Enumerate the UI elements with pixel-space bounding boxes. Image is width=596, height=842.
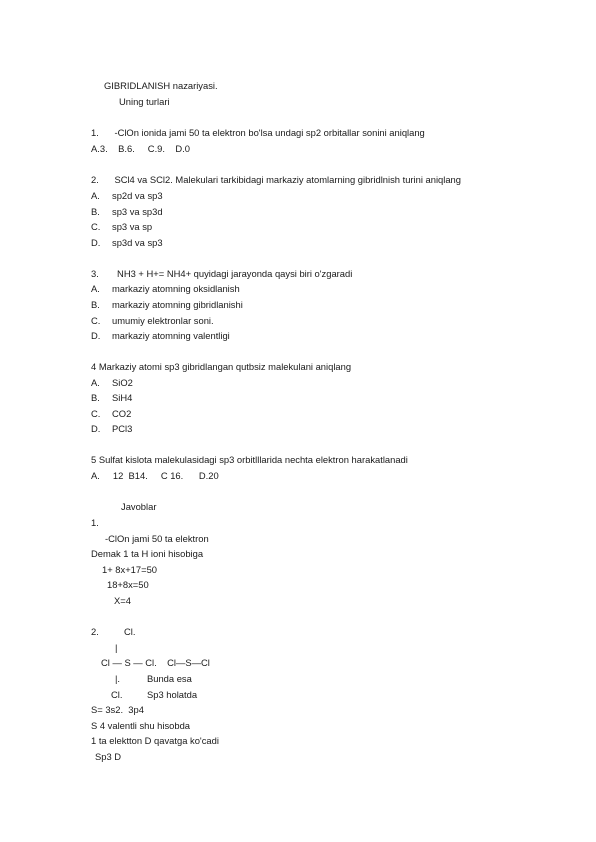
- structure-formula: Cl — S — Cl. Cl—S—Cl: [101, 657, 210, 668]
- solution-2-line: Sp3 D: [95, 751, 122, 762]
- question-1-answers: A.3. B.6. C.9. D.0: [91, 143, 190, 154]
- question-3-option-a: A. markaziy atomning oksidlanish: [91, 283, 240, 294]
- question-2-option-b: B. sp3 va sp3d: [91, 206, 163, 217]
- question-4: 4 Markaziy atomi sp3 gibridlangan qutbsiz malekulani aniqlang: [91, 361, 352, 372]
- solution-1-number: 1.: [91, 517, 99, 528]
- question-3-option-d: D. markaziy atomning valentligi: [91, 330, 230, 341]
- solution-1-line: 1+ 8x+17=50: [102, 564, 158, 575]
- question-4-option-d: D. PCl3: [91, 423, 133, 434]
- question-4-option-a: A. SiO2: [91, 377, 133, 388]
- solution-2-line: S 4 valentli shu hisobda: [91, 720, 191, 731]
- question-3: 3. NH3 + H+= NH4+ quyidagi jarayonda qaysi biri o'zgaradi: [91, 268, 353, 279]
- solution-1-line: -ClOn jami 50 ta elektron: [105, 533, 209, 544]
- structure-chlorine-bottom: Cl.: [111, 689, 123, 700]
- solution-2-number: 2.: [91, 626, 99, 637]
- structure-bond-top: |: [115, 642, 118, 653]
- question-2: 2. SCl4 va SCl2. Malekulari tarkibidagi markaziy atomlarning gibridlnish turini aniqlang: [91, 174, 461, 185]
- question-3-option-c: C. umumiy elektronlar soni.: [91, 315, 214, 326]
- document-title: GIBRIDLANISH nazariyasi.: [104, 80, 218, 91]
- solution-1-line: X=4: [114, 595, 131, 606]
- solution-2-line: 1 ta elektton D qavatga ko'cadi: [91, 735, 219, 746]
- document-subtitle: Uning turlari: [119, 96, 170, 107]
- solution-2-line: S= 3s2. 3p4: [91, 704, 144, 715]
- solution-2-note: Bunda esa: [147, 673, 192, 684]
- solution-1-line: Demak 1 ta H ioni hisobiga: [91, 548, 204, 559]
- question-2-option-a: A. sp2d va sp3: [91, 190, 163, 201]
- question-1: 1. -ClOn ionida jami 50 ta elektron bo'lsa undagi sp2 orbitallar sonini aniqlang: [91, 127, 425, 138]
- structure-chlorine-top: Cl.: [124, 626, 136, 637]
- solution-2-note: Sp3 holatda: [147, 689, 198, 700]
- question-2-option-d: D. sp3d va sp3: [91, 237, 163, 248]
- solution-1-line: 18+8x=50: [107, 579, 149, 590]
- answers-heading: Javoblar: [121, 501, 157, 512]
- question-2-option-c: C. sp3 va sp: [91, 221, 153, 232]
- question-5: 5 Sulfat kislota malekulasidagi sp3 orbitlllarida nechta elektron harakatlanadi: [91, 454, 408, 465]
- question-5-answers: A. 12 B14. C 16. D.20: [91, 470, 219, 481]
- question-3-option-b: B. markaziy atomning gibridlanishi: [91, 299, 243, 310]
- question-4-option-c: C. CO2: [91, 408, 132, 419]
- structure-bond-bottom: |.: [115, 673, 121, 684]
- question-4-option-b: B. SiH4: [91, 392, 133, 403]
